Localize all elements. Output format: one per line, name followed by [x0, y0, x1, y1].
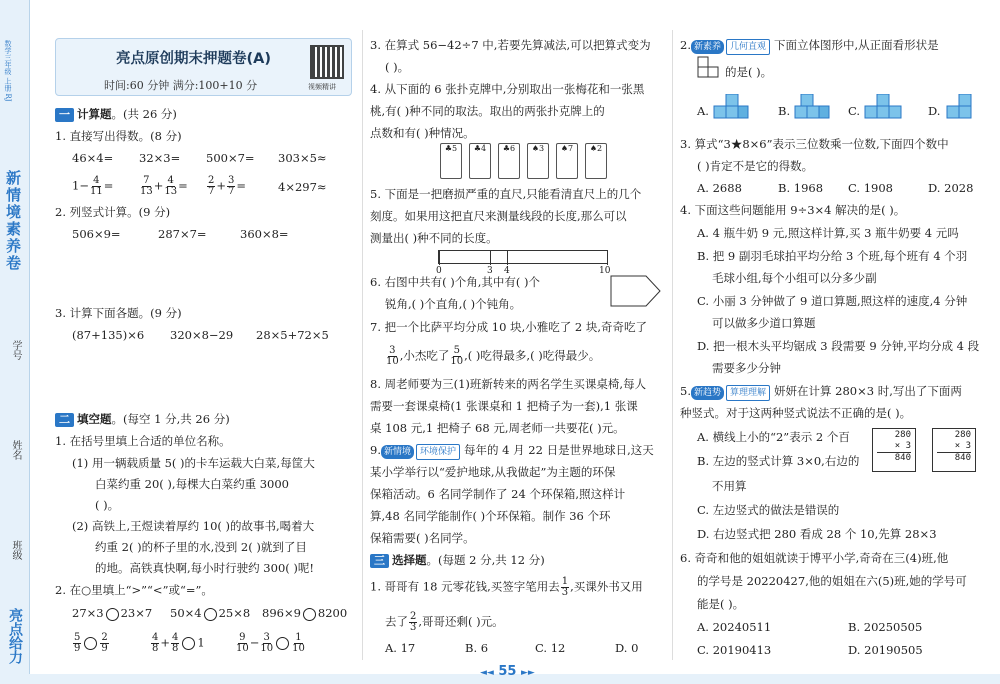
ruler-mark: 4	[504, 266, 510, 276]
choice-option[interactable]: B. 6	[465, 641, 489, 655]
ruler-mark: 0	[436, 266, 442, 276]
question-text: 桃,有( )种不同的取法。取出的两张扑克牌上的	[370, 104, 605, 118]
calc-item: 506×9=	[72, 227, 121, 241]
calc-item: 360×8=	[240, 227, 289, 241]
cube-figure-icon	[793, 94, 833, 122]
fraction-calc-item: 1− $\frac{4}{11}$ =	[72, 175, 114, 197]
calc-item: 303×5≈	[278, 151, 327, 165]
exam-header	[55, 38, 352, 96]
choice-option[interactable]: D. 0	[615, 641, 639, 655]
field-class: 班级	[10, 540, 21, 560]
section-info: 。(每空 1 分,共 26 分)	[111, 412, 230, 426]
section-heading-fill	[55, 412, 230, 427]
calc-item: 32×3=	[139, 151, 181, 165]
question-text: $\frac{3}{10}$ ,小杰吃了 $\frac{5}{10}$ ,( )吃得最多,( )吃得最少。	[386, 345, 601, 367]
question-text: 白菜约重 20( ),每棵大白菜约重 3000	[95, 477, 289, 491]
section-label: 计算题	[77, 107, 112, 121]
question-text: 需要一套课桌椅(1 张课桌和 1 把椅子为一套),1 张课	[370, 399, 638, 413]
question-text: 保箱需要( )名同学。	[370, 531, 475, 545]
page-number	[480, 664, 535, 679]
choice-option[interactable]: A. 2688	[697, 181, 742, 195]
section-number: 三	[370, 554, 389, 568]
choice-option-cont: 不用算	[712, 479, 747, 493]
calc-item: 500×7=	[206, 151, 255, 165]
calc-item: 4×297≈	[278, 180, 327, 194]
poker-card: ♣6	[498, 143, 520, 179]
column-divider	[362, 30, 363, 660]
question-text: 2. 新素养 几何直观 下面立体图形中,从正面看形状是	[680, 38, 939, 55]
choice-option[interactable]: C. 1908	[848, 181, 893, 195]
question-text: 桌 108 元,1 把椅子 68 元,周老师一共要花( )元。	[370, 421, 625, 435]
choice-option[interactable]: C. 20190413	[697, 643, 772, 657]
question-text: 6. 右图中共有( )个角,其中有( )个	[370, 275, 541, 289]
question-text: 的地。高铁真快啊,每小时行驶约 300( )呢!	[95, 561, 315, 575]
question-text: 刻度。如果用这把直尺来测量线段的长度,那么可以	[370, 209, 627, 223]
question-text: 4. 下面这些问题能用 9÷3×4 解决的是( )。	[680, 203, 906, 217]
question-text: 1. 哥哥有 18 元零花钱,买签字笔用去 $\frac{1}{3}$ ,买课外书又用	[370, 576, 643, 598]
answer-circle[interactable]	[276, 637, 289, 650]
exam-time: 时间:60 分钟 满分:100+10 分	[104, 79, 258, 92]
poker-card: ♣5	[440, 143, 462, 179]
front-view-shape	[697, 56, 723, 78]
question-text: 测量出( )种不同的长度。	[370, 231, 498, 245]
question-text: 3. 算式“3★8×6”表示三位数乘一位数,下面四个数中	[680, 137, 949, 151]
choice-option[interactable]: D. 20190505	[848, 643, 923, 657]
compare-row: 50×4 25×8	[170, 606, 251, 620]
vertical-calc-left: 280 × 3 840	[872, 428, 916, 472]
question-text: 约重 2( )的杯子里的水,没到 2( )就到了目	[95, 540, 307, 554]
question-text: 的是( )。	[725, 65, 773, 79]
fraction-calc-item: $\frac{7}{13}$ + $\frac{4}{13}$ =	[140, 175, 188, 197]
pentagon-figure	[610, 272, 662, 310]
poker-card: ♣4	[469, 143, 491, 179]
compare-row: $\frac{5}{9}$ $\frac{2}{9}$	[74, 632, 108, 654]
series-title: 新情境素养卷	[4, 170, 22, 272]
ruler-mark: 3	[487, 266, 493, 276]
answer-circle[interactable]	[303, 608, 316, 621]
ruler-mark: 10	[599, 266, 611, 276]
answer-circle[interactable]	[84, 637, 97, 650]
question-text: 算,48 名同学能制作( )个环保箱。制作 36 个环	[370, 509, 611, 523]
brand-logo: 亮点给力	[7, 608, 23, 664]
choice-option[interactable]: B. 20250505	[848, 620, 923, 634]
question-text: 某小学举行以“爱护地球,从我做起”为主题的环保	[370, 465, 616, 479]
vertical-calc-right: 280 × 3 840	[932, 428, 976, 472]
question-text: 4. 从下面的 6 张扑克牌中,分别取出一张梅花和一张黑	[370, 82, 645, 96]
choice-option[interactable]: B. 1968	[778, 181, 824, 195]
answer-circle[interactable]	[106, 608, 119, 621]
choice-option[interactable]: A.	[697, 104, 709, 118]
question-text: 去了 $\frac{2}{3}$ ,哥哥还剩( )元。	[385, 611, 504, 633]
choice-option[interactable]: D. 2028	[928, 181, 974, 195]
compare-row: $\frac{9}{10}$ − $\frac{3}{10}$ $\frac{1}{10}$	[236, 632, 305, 654]
prev-page-icon[interactable]: ◄◄	[480, 668, 494, 678]
field-name: 姓名	[10, 440, 21, 460]
choice-option[interactable]: A. 17	[385, 641, 416, 655]
question-text: 1. 直接写出得数。(8 分)	[55, 129, 182, 143]
choice-option-cont: 可以做多少道口算题	[712, 316, 816, 330]
next-page-icon[interactable]: ►►	[521, 668, 535, 678]
choice-option-cont: 毛球小组,每个小组可以分多少副	[712, 271, 877, 285]
question-text: (1) 用一辆载质量 5( )的卡车运载大白菜,每筐大	[72, 456, 315, 470]
question-text: ( )肯定不是它的得数。	[697, 159, 814, 173]
section-info: 。(共 26 分)	[111, 107, 177, 121]
side-band	[0, 0, 30, 684]
column-divider	[672, 30, 673, 660]
choice-option-cont: 需要多少分钟	[712, 361, 781, 375]
question-text: 3. 计算下面各题。(9 分)	[55, 306, 182, 320]
question-text: (2) 高铁上,王煜读着厚约 10( )的故事书,喝着大	[72, 519, 315, 533]
section-label: 填空题	[77, 412, 112, 426]
worn-ruler	[438, 250, 608, 264]
choice-option[interactable]: A. 横线上小的“2”表示 2 个百	[697, 430, 850, 444]
choice-option[interactable]: A. 20240511	[697, 620, 772, 634]
tag-badge: 新趋势	[691, 386, 724, 400]
question-text: 2. 列竖式计算。(9 分)	[55, 205, 171, 219]
question-text: ( )。	[95, 498, 120, 512]
poker-card: ♠2	[585, 143, 607, 179]
answer-circle[interactable]	[182, 637, 195, 650]
section-label: 选择题	[392, 553, 427, 567]
question-text: ( )。	[385, 60, 410, 74]
qr-code-icon[interactable]	[310, 45, 344, 79]
question-text: 保箱活动。6 名同学制作了 24 个环保箱,照这样计	[370, 487, 626, 501]
tag-badge: 环境保护	[416, 444, 460, 460]
compare-row: 27×3 23×7	[72, 606, 153, 620]
question-text: 7. 把一个比萨平均分成 10 块,小雅吃了 2 块,奇奇吃了	[370, 320, 648, 334]
choice-option[interactable]: A. 4 瓶牛奶 9 元,照这样计算,买 3 瓶牛奶要 4 元吗	[697, 226, 959, 240]
question-text: 锐角,( )个直角,( )个钝角。	[385, 297, 522, 311]
calc-item: 320×8−29	[170, 328, 234, 342]
calc-item: 28×5+72×5	[256, 328, 329, 342]
question-text: 8. 周老师要为三(1)班新转来的两名学生买课桌椅,每人	[370, 377, 647, 391]
choice-option[interactable]: C.	[848, 104, 861, 118]
question-text: 5. 新趋势 算理理解 妍妍在计算 280×3 时,写出了下面两	[680, 384, 962, 401]
choice-option[interactable]: B. 把 9 副羽毛球拍平均分给 3 个班,每个班有 4 个羽	[697, 249, 968, 263]
question-text: 9. 新情境 环境保护 每年的 4 月 22 日是世界地球日,这天	[370, 443, 654, 460]
question-text: 1. 在括号里填上合适的单位名称。	[55, 434, 231, 448]
cube-figure-icon	[712, 94, 752, 122]
choice-option[interactable]: D. 右边竖式把 280 看成 28 个 10,先算 28×3	[697, 527, 937, 541]
question-text: 6. 奇奇和他的姐姐就读于博平小学,奇奇在三(4)班,他	[680, 551, 949, 565]
calc-item: 287×7=	[158, 227, 207, 241]
section-heading-choice	[370, 553, 545, 568]
compare-row: $\frac{4}{8}$ + $\frac{4}{8}$ 1	[152, 632, 205, 654]
choice-option[interactable]: D.	[928, 104, 941, 118]
choice-option[interactable]: C. 左边竖式的做法是错误的	[697, 503, 840, 517]
calc-item: 46×4=	[72, 151, 114, 165]
choice-option[interactable]: B.	[778, 104, 791, 118]
poker-card: ♠3	[527, 143, 549, 179]
calc-item: (87+135)×6	[72, 328, 145, 342]
answer-circle[interactable]	[204, 608, 217, 621]
compare-row: 896×9 8200	[262, 606, 348, 620]
tag-badge: 新素养	[691, 40, 724, 54]
question-text: 种竖式。对于这两种竖式说法不正确的是( )。	[680, 406, 912, 420]
choice-option[interactable]: B. 左边的竖式计算 3×0,右边的	[697, 454, 860, 468]
choice-option[interactable]: D. 把一根木头平均锯成 3 段需要 9 分钟,平均分成 4 段	[697, 339, 980, 353]
section-heading-calc	[55, 107, 177, 122]
tag-badge: 新情境	[381, 445, 414, 459]
question-text: 5. 下面是一把磨损严重的直尺,只能看清直尺上的几个	[370, 187, 642, 201]
question-text: 3. 在算式 56−42÷7 中,若要先算减法,可以把算式变为	[370, 38, 651, 52]
field-student-number: 学号	[10, 340, 21, 360]
question-text: 的学号是 20220427,他的姐姐在六(5)班,她的学号可	[697, 574, 967, 588]
tag-badge: 几何直观	[726, 39, 770, 55]
question-text: 点数和有( )种情况。	[370, 126, 475, 140]
page-number-label: 55	[498, 664, 517, 679]
section-number: 一	[55, 108, 74, 122]
exam-title: 亮点原创期末押题卷(A)	[116, 51, 271, 67]
choice-option[interactable]: C. 12	[535, 641, 566, 655]
section-info: 。(每题 2 分,共 12 分)	[426, 553, 545, 567]
series-subtitle: 数学三年级 上册 RJ	[4, 40, 12, 102]
fraction-calc-item: $\frac{2}{7}$ + $\frac{3}{7}$ =	[208, 175, 247, 197]
question-text: 2. 在○里填上“>”“<”或“=”。	[55, 583, 213, 597]
question-text: 能是( )。	[697, 597, 745, 611]
poker-card: ♠7	[556, 143, 578, 179]
tag-badge: 算理理解	[726, 385, 770, 401]
qr-caption: 视频精讲	[308, 83, 336, 91]
cube-figure-icon	[945, 94, 977, 122]
cube-figure-icon	[863, 94, 903, 122]
section-number: 二	[55, 413, 74, 427]
choice-option[interactable]: C. 小丽 3 分钟做了 9 道口算题,照这样的速度,4 分钟	[697, 294, 968, 308]
